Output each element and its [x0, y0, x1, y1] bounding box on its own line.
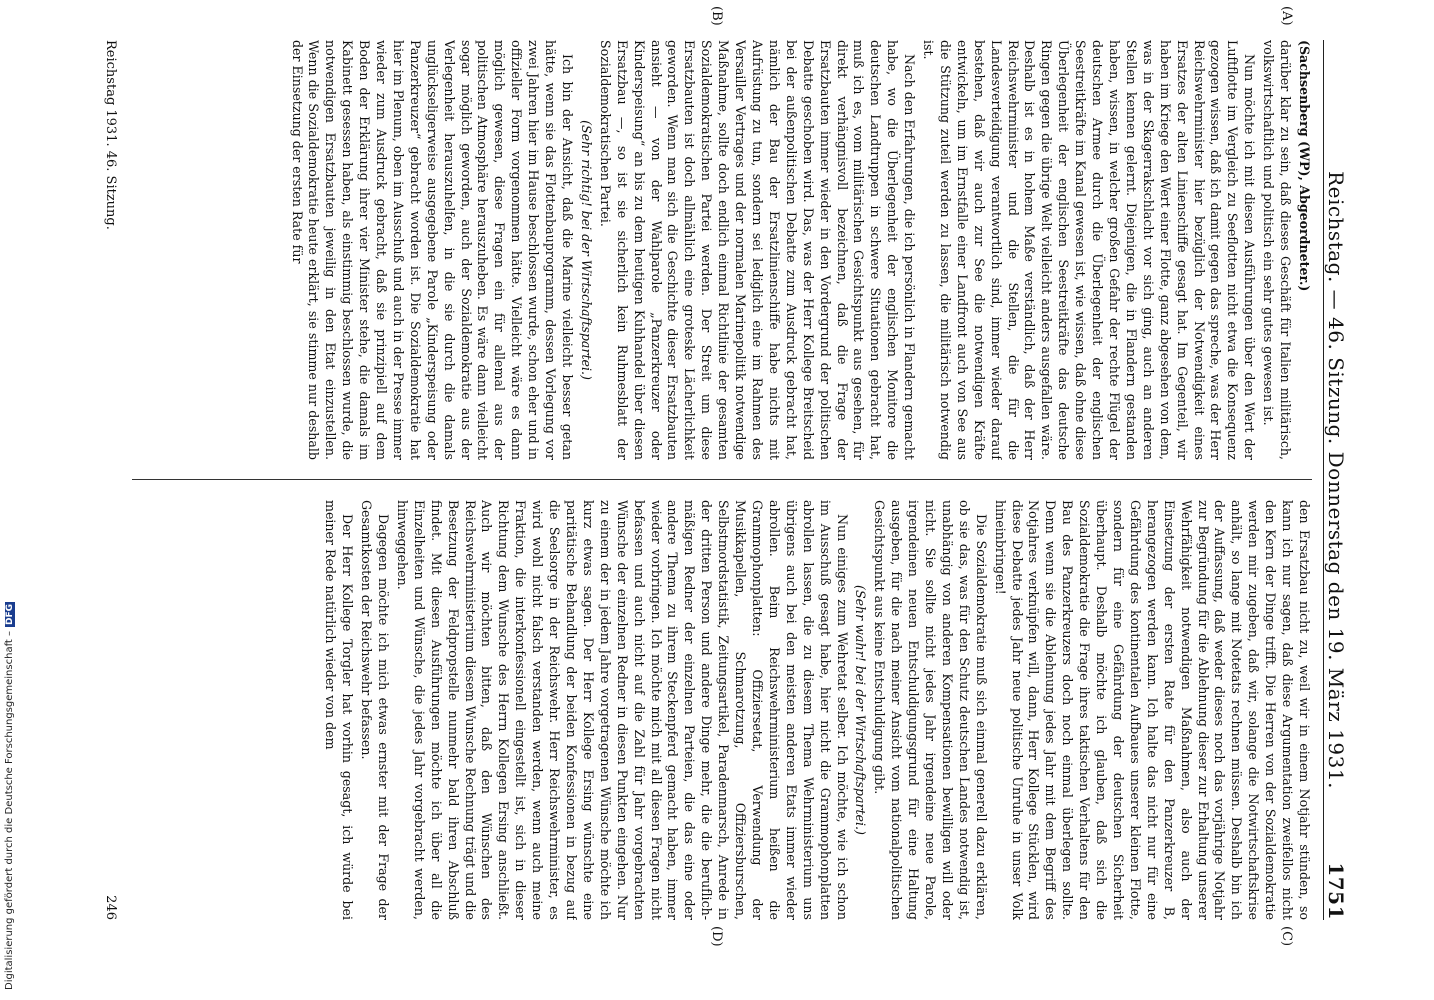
paragraph: Nun möchte ich mit diesen Ausführungen über den Wert der Luftflotte im Vergleich zu Seeflotten nicht etwa die Konsequenz gezogen wissen, daß ich damit gegen das spreche, was der Herr Reichswehrminister hier bezüglich der Notwendigkeit eines Ersatzes der alten Linienschiffe gesagt hat. Im Gegenteil, wir haben im Kriege den Wert einer Flotte, ganz abgesehen von dem, was in der Skagerrakschlacht vor sich ging, auch an anderen Stellen kennen gelernt. Diejenigen, die in Flandern gestanden haben, wissen, in welcher großen Gefahr der rechte Flügel der deutschen Armee durch die Überlegenheit der englischen Seestreitkräfte im Kanal gewesen ist, wie wissen, daß ohne diese Überlegenheit der englischen Seestreitkräfte das deutsche Ringen gegen die übrige Welt vielleicht anders ausgefallen wäre. Deshalb ist es in hohem Maße verständlich, daß der Herr Reichswehrminister und die Stellen, die für die Landesverteidigung verantwortlich sind, immer wieder darauf bestehen, daß wir auch zur See die notwendigen Kräfte entwickeln, um im Ernstfalle einer Landfront auch von See aus die Stützung zuteil werden zu lassen, die militärisch notwendig ist. — [921, 40, 1258, 460]
margin-mark-a: (A) — [1279, 6, 1294, 26]
page-footer — [96, 40, 126, 920]
footer-source: Reichstag 1931. 46. Sitzung. — [103, 40, 119, 230]
paragraph: Die Sozialdemokratie muß sich einmal generell dazu erklären, ob sie das, was für den Schutz deutschen Landes notwendig ist, unabhängig von anderen Kompensationen bewilligen will oder nicht. Sie sollte nicht jedes Jahr irgendeine neue Parole, irgendeinen neuen Entschuldigungsgrund für eine Haltung ausgeben, für die nach meiner Ansicht vom nationalpolitischen Gesichtspunkt aus keine Entschuldigung gibt. — [872, 500, 989, 920]
page-header — [1323, 40, 1364, 920]
margin-mark-c: (C) — [1279, 926, 1294, 947]
paragraph: Ich bin der Ansicht, daß die Marine vielleicht besser getan hätte, wenn sie das Flottenbauprogramm, dessen Vorlegung vor zwei Jahren hier im Hause beschlossen wurde, schon eher und in offizieller Form vorgenommen hätte. Vielleicht wäre es dann möglich gewesen, diese Fragen ein für allemal aus der politischen Atmosphäre herauszuheben. Es wäre dann vielleicht sogar möglich geworden, auch der Sozialdemokratie aus der Verlegenheit herauszuhelfen, in die sie durch die damals unglückseligerweise ausgegebene Parole „Kinderspeisung oder Panzerkreuzer“ gebracht worden ist. Die Sozialdemokratie hat hier im Plenum, oben im Ausschuß und auch in der Presse immer wieder zum Ausdruck gebracht, daß sie prinzipiell auf dem Boden der Erklärung ihrer vier Minister stehe, die damals im Kabinett gesessen haben, als einstimmig beschlossen wurde, die notwendigen Ersatzbauten jeweilig in den Etat einzustellen. Wenn die Sozialdemokratie heute erklärt, sie stimme nur deshalb der Einsetzung der ersten Rate für — [289, 40, 576, 460]
margin-mark-b: (B) — [709, 6, 724, 26]
right-column — [132, 500, 1312, 920]
page-number: 1751 — [1324, 862, 1348, 920]
page-title: Reichstag. — 46. Sitzung. Donnerstag den 19. März 1931. — [1324, 171, 1348, 789]
digitization-note — [4, 0, 18, 1000]
column-divider — [132, 479, 1312, 480]
paragraph: Nun einiges zum Wehretat selber. Ich möchte, wie ich schon im Ausschuß gesagt habe, hier nicht die Grammophonplatten abrollen lassen, die zu diesem Thema Wehrministerium uns übrigens auch bei den meisten anderen Etats immer wieder abrollen. Beim Reichswehrministerium heißen die Grammophonplatten: Offiziersetat, Verwendung der Musikkapellen, Schmarotzung, Offiziersburschen, Selbstmordstatistik, Zeitungsartikel, Paradenmarsch, Anrede in der dritten Person und andere Dinge mehr, die die beruflich-mäßigen Redner der einzelnen Parteien, die das eine oder andere Thema zu ihrem Steckenpferd gemacht haben, immer wieder vorbringen. Ich möchte mich mit all diesen Fragen nicht befassen und auch nicht auf die Zahl für Jahr vorgebrachten Wünsche der einzelnen Redner in diesen Punkten eingehen. Nur zu einem der in jedem Jahre vorgetragenen Wünsche möchte ich kurz etwas sagen. Der Herr Kollege Ersing wünschte eine paritätische Behandlung der beiden Konfessionen in bezug auf die Seelsorge in der Reichswehr. Herr Reichswehrminister, es wird wohl nicht falsch verstanden werden, wenn auch meine Fraktion, die interkonfessionell eingestellt ist, sich in dieser Richtung dem Wunsche des Herrn Kollegen Ersing anschließt. Auch wir möchten bitten, daß den Wünschen des Reichswehrministerium diesem Wunsche Rechnung trägt und die Besetzung der Feldpropstelle nunmehr bald ihren Abschluß findet. Mit diesen Ausführungen möchte ich über all die Einzelheiten und Wünsche, die jedes Jahr vorgebracht werden, hinweggehen. — [394, 500, 850, 920]
digitization-text: Digitalisierung gefördert durch die Deutsche Forschungsgemeinschaft – — [4, 630, 15, 990]
document-sheet — [94, 6, 1364, 947]
paragraph: Der Herr Kollege Torgler hat vorhin gesagt, ich würde bei meiner Rede natürlich wieder von dem — [323, 500, 356, 920]
left-column — [132, 40, 1312, 460]
paragraph: Nach den Erfahrungen, die ich persönlich in Flandern gemacht habe, wo die Überlegenheit der englischen Monitore die deutschen Landtruppen in schwere Situationen gebracht hat, muß ich es, vom militärischen Gesichtspunkt aus gesehen, für direkt verhängnisvoll bezeichnen, daß die Frage der Ersatzbauten immer wieder in den Vordergrund der politischen Debatte geschoben wird. Das, was der Herr Kollege Breitscheid bei der außenpolitischen Debatte zum Ausdruck gebracht hat, nämlich der Bau der Ersatzlinienschiffe habe nichts mit Aufrüstung zu tun, sondern sei lediglich eine im Rahmen des Versailler Vertrages und der normalen Marinepolitik notwendige Maßnahme, sollte doch endlich einmal Richtlinie der gesamten Sozialdemokratischen Partei werden. Der Streit um diese Ersatzbauten ist doch allmählich eine groteske Lächerlichkeit geworden. Wenn man sich die Geschichte dieser Ersatzbauten ansieht — von der Wahlparole „Panzerkreuzer oder Kinderspeisung“ an bis zu dem heutigen Kuhhandel über diesen Ersatzbau —, so ist sie sicherlich kein Ruhmesblatt der Sozialdemokratischen Partei. — [597, 40, 918, 460]
interjection: (Sehr wahr! bei der Wirtschaftspartei.) — [853, 585, 869, 835]
interjection: (Sehr richtig! bei der Wirtschaftspartei.) — [578, 120, 594, 380]
paragraph: den Ersatzbau nicht zu, weil wir in einem Notjahr stünden, so kann ich nur sagen, daß diese Argumentation zweifellos nicht den Kern der Dinge trifft. Die Herren von der Sozialdemokratie werden mir zugeben, daß wir, solange die Notwirtschaftskrise anhält, so lange mit Notetats rechnen müssen. Deshalb bin ich der Auffassung, daß weder dieses noch das vorjährige Notjahr zur Begründung für die Ablehnung dieser zur Erhaltung unserer Wehrfähigkeit notwendigen Maßnahmen, also auch der Einsetzung der ersten Rate für den Panzerkreuzer B, herangezogen werden kann. Ich halte das nicht nur für eine Gefährdung des kontinentalen Aufbaues unserer kleinen Flotte, sondern für eine Gefährdung der deutschen Sicherheit überhaupt. Deshalb möchte ich glauben, daß sich die Sozialdemokratie die Frage ihres taktischen Verhaltens für den Bau des Panzerkreuzers doch noch einmal überlegen sollte. Denn wenn sie die Ablehnung jedes Jahr mit dem Begriff des Notjahres verknüpfen will, dann, Herr Kollege Stücklen, wird diese Debatte jedes Jahr neue politische Unruhe in unser Volk hineinbringen! — [992, 500, 1312, 920]
paragraph: Dagegen möchte ich mich etwas ernster mit der Frage der Gesamtkosten der Reichswehr befassen. — [359, 500, 392, 920]
margin-mark-d: (D) — [709, 926, 724, 947]
paragraph: darüber klar zu sein, daß dieses Geschäft für Italien militärisch, volkswirtschaftlich und politisch ein sehr gutes gewesen ist. — [1261, 40, 1294, 460]
footer-page: 246 — [103, 895, 119, 920]
dfg-logo: DFG — [5, 603, 15, 625]
speaker-line: (Sachsenberg (WP), Abgeordneter.) — [1297, 40, 1312, 292]
